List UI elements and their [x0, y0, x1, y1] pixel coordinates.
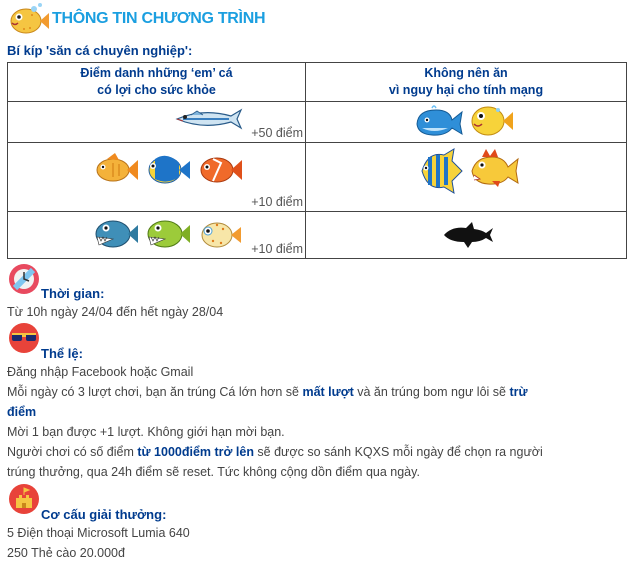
spiky-yellow-fish-icon [468, 147, 520, 200]
piranha-blue-icon [91, 215, 139, 258]
table-row [8, 102, 627, 143]
rules-title: Thể lệ: [41, 346, 83, 361]
bad-fish-header [306, 63, 627, 102]
prizes-line2: 250 Thẻ cào 20.000đ [7, 546, 125, 560]
good-fish-cell [8, 212, 306, 259]
points-label: +50 điểm [251, 126, 303, 140]
yellow-fish-icon [91, 149, 139, 194]
rules-line4: Mời 1 bạn được +1 lượt. Không giới hạn mời bạn. [7, 425, 285, 439]
rules-line2-bold1: mất lượt [302, 385, 354, 399]
prizes-title: Cơ cấu giải thưởng: [41, 507, 167, 522]
rules-line3 [7, 405, 36, 419]
rules-line5 [7, 445, 543, 459]
tips-title: Bí kíp 'săn cá chuyên nghiệp': [7, 43, 193, 58]
clock-icon [7, 262, 41, 296]
orange-fish-icon [195, 149, 243, 194]
time-title: Thời gian: [41, 286, 105, 301]
bad-fish-cell [306, 102, 627, 143]
glasses-icon [7, 321, 41, 355]
table-row [8, 212, 627, 259]
page-title: THÔNG TIN CHƯƠNG TRÌNH [52, 10, 266, 27]
fish-table [7, 62, 627, 259]
yellow-round-fish-icon [468, 104, 514, 143]
barracuda-fish-icon [173, 104, 243, 139]
rules-line2 [7, 385, 528, 399]
angelfish-icon [414, 147, 464, 200]
rules-line5-a: Người chơi có số điểm [7, 445, 138, 459]
good-header-line1: Điểm danh những ‘em’ cá [80, 66, 233, 80]
prizes-line1: 5 Điện thoại Microsoft Lumia 640 [7, 526, 190, 540]
good-fish-cell [8, 102, 306, 143]
rules-line1: Đăng nhập Facebook hoặc Gmail [7, 365, 194, 379]
points-label: +10 điểm [251, 195, 303, 209]
header [0, 0, 630, 40]
sandcastle-icon [7, 482, 41, 516]
rules-line5-bold: từ 1000điểm trở lên [137, 445, 254, 459]
rules-line2-bold2: trừ [509, 385, 528, 399]
bad-fish-cell [306, 212, 627, 259]
bad-header-line2: vì nguy hại cho tính mạng [388, 83, 544, 97]
blue-whale-icon [414, 104, 464, 143]
rules-line5-c: sẽ được so sánh KQXS mỗi ngày để chọn ra người [253, 445, 543, 459]
rules-line3-bold: điểm [7, 405, 37, 419]
pufferfish-icon [195, 215, 243, 258]
bad-fish-cell [306, 143, 627, 212]
piranha-green-icon [143, 215, 191, 258]
good-header-line2: có lợi cho sức khỏe [97, 83, 216, 97]
table-row [8, 143, 627, 212]
rules-line6: trúng thưởng, qua 24h điểm sẽ reset. Tức không cộng dồn điểm qua ngày. [7, 465, 420, 479]
time-text: Từ 10h ngày 24/04 đến hết ngày 28/04 [7, 305, 224, 319]
good-fish-cell [8, 143, 306, 212]
rules-line2-a: Mỗi ngày có 3 lượt chơi, bạn ăn trúng Cá lớn hơn sẽ [7, 385, 303, 399]
points-label: +10 điểm [251, 242, 303, 256]
blue-yellow-fish-icon [143, 149, 191, 194]
rules-line2-c: và ăn trúng bom ngư lôi sẽ [353, 385, 510, 399]
good-fish-header [8, 63, 306, 102]
pufferfish-icon [4, 1, 50, 42]
black-fish-silhouette-icon [442, 222, 494, 253]
bad-header-line1: Không nên ăn [424, 66, 508, 80]
